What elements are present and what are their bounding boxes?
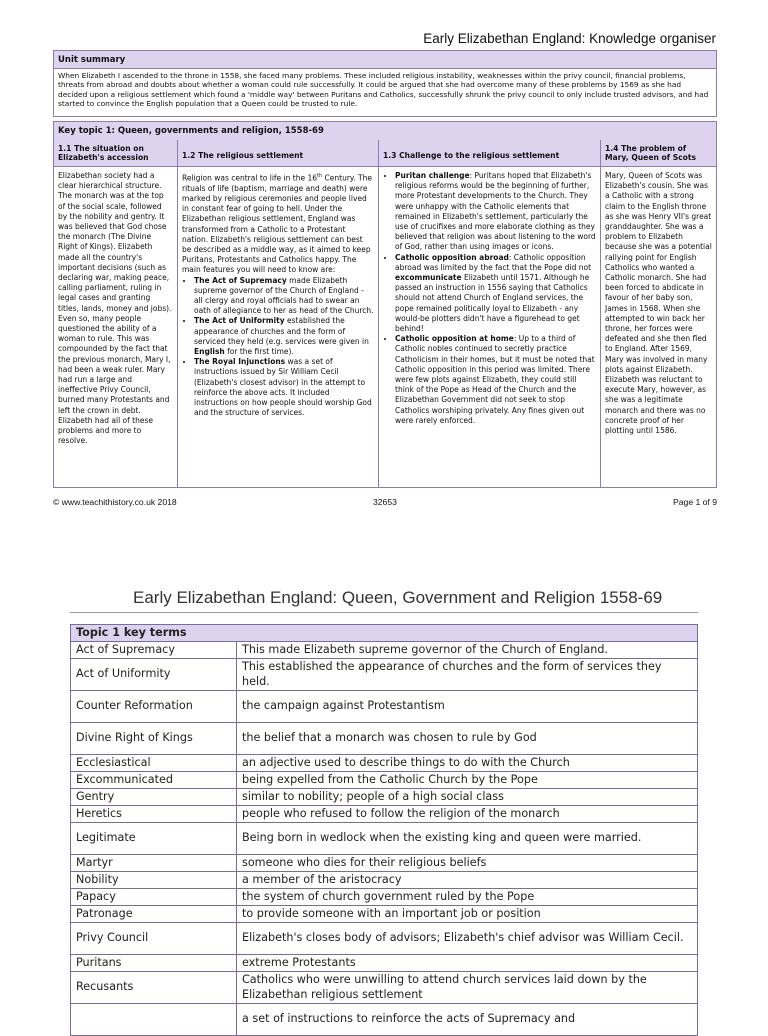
unit-summary-box <box>53 50 717 117</box>
term-cell: Heretics <box>71 806 237 823</box>
key-terms-table <box>70 624 698 1036</box>
column-settlement-heading: 1.2 The religious settlement <box>178 140 378 167</box>
bullet-title: Catholic opposition at home <box>395 334 514 344</box>
key-topic-columns <box>54 140 716 487</box>
table-row <box>71 806 698 823</box>
bullet-title: The Act of Supremacy <box>194 275 287 285</box>
table-row <box>71 872 698 889</box>
table-row <box>71 923 698 955</box>
column-mary-queen-of-scots <box>601 140 716 487</box>
column-accession <box>54 140 178 487</box>
definition-cell: to provide someone with an important job or position <box>237 906 698 923</box>
definition-cell: Being born in wedlock when the existing king and queen were married. <box>237 823 698 855</box>
column-accession-text: Elizabethan society had a clear hierarchical structure. The monarch was at the top of the social scale, followed by the nobility and gentry. It was believed that God chose the monarch (The Divine Right of Kings). Elizabeth made all the country's important decisions (such as declaring war, making peace, calling parliament, ruling in legal cases and granting titles, lands, money and jobs). Even so, many people questioned the ability of a woman to rule. This was compounded by the fact that the previous monarch, Mary I, had been a weak ruler. Mary had run a large and ineffective Privy Council, burned many Protestants and left the crown in debt. Elizabeth had all of these problems and more to resolve. <box>58 171 172 446</box>
definition-cell: Elizabeth's closes body of advisors; Elizabeth's chief advisor was William Cecil. <box>237 923 698 955</box>
page-two-title: Early Elizabethan England: Queen, Government and Religion 1558-69 <box>133 588 663 607</box>
key-topic-box <box>53 121 717 488</box>
bullet-title: The Act of Uniformity <box>194 316 285 326</box>
column-mary-heading: 1.4 The problem of Mary, Queen of Scots <box>601 140 716 167</box>
challenge-bullet <box>395 171 596 253</box>
column-challenge-heading: 1.3 Challenge to the religious settlement <box>379 140 600 167</box>
definition-cell: a member of the aristocracy <box>237 872 698 889</box>
term-cell: Counter Reformation <box>71 691 237 723</box>
bullet-text: : Catholic opposition abroad was limited by the fact that the Pope did not <box>395 252 592 272</box>
column-religious-settlement <box>178 140 379 487</box>
table-row <box>71 755 698 772</box>
key-terms-body <box>71 642 698 1036</box>
definition-cell: the campaign against Protestantism <box>237 691 698 723</box>
term-cell: Privy Council <box>71 923 237 955</box>
bullet-text: : Puritans hoped that Elizabeth's religious reforms would be the beginning of further, more Protestant developments to the Church. They were unhappy with the Catholic elements that remained in Elizabeth's settlement, particularly the use of crucifixes and more elaborate clothing as they believed that religion was about listening to the word of God, rather than using images or icons. <box>395 171 596 252</box>
page-two <box>0 560 768 1024</box>
document-title: Early Elizabethan England: Knowledge organiser <box>423 31 716 46</box>
table-row <box>71 691 698 723</box>
bullet-text: established the appearance of churches and the form of serviced they held (e.g. services were given in <box>194 316 369 346</box>
definition-cell: a set of instructions to reinforce the acts of Supremacy and <box>237 1004 698 1036</box>
settlement-bullet <box>194 276 374 317</box>
definition-cell: someone who dies for their religious beliefs <box>237 855 698 872</box>
page-footer <box>53 497 717 511</box>
key-terms-heading: Topic 1 key terms <box>71 625 698 642</box>
bullet-text: Elizabeth until 1571. Although he passed an instruction in 1556 saying that Catholics should not attend Church of England services, the pope remained politically loyal to Elizabeth - any would-be plotters didn't have a figurehead to get behind! <box>395 273 590 334</box>
bullet-text: made Elizabeth supreme governor of the Church of England - all clergy and royal officials had to swear an oath of allegiance to her as head of the Church. <box>194 275 374 316</box>
term-cell: Nobility <box>71 872 237 889</box>
definition-cell: the belief that a monarch was chosen to rule by God <box>237 723 698 755</box>
term-cell <box>71 1004 237 1036</box>
bullet-text: : Up to a third of Catholic nobles continued to secretly practice Catholicism in their homes, but it must be noted that Catholic opposition in this period was limited. There were few plots against Elizabeth, they could still think of the Pope as Head of the Church and the Elizabethan Government did not seek to stop Catholics worshiping privately. Any fines given out were rarely enforced. <box>395 334 595 425</box>
table-row <box>71 723 698 755</box>
definition-cell: being expelled from the Catholic Church by the Pope <box>237 772 698 789</box>
settlement-intro <box>182 171 374 276</box>
definition-cell: people who refused to follow the religion of the monarch <box>237 806 698 823</box>
table-row <box>71 855 698 872</box>
term-cell: Excommunicated <box>71 772 237 789</box>
title-divider <box>70 612 698 613</box>
term-cell: Divine Right of Kings <box>71 723 237 755</box>
bullet-title: Catholic opposition abroad <box>395 252 509 262</box>
table-row <box>71 906 698 923</box>
unit-summary-heading: Unit summary <box>54 51 716 69</box>
definition-cell: Catholics who were unwilling to attend church services laid down by the Elizabethan religious settlement <box>237 972 698 1004</box>
term-cell: Act of Uniformity <box>71 659 237 691</box>
term-cell: Ecclesiastical <box>71 755 237 772</box>
footer-page-number: Page 1 of 9 <box>673 497 717 507</box>
column-accession-heading: 1.1 The situation on Elizabeth's accession <box>54 140 177 167</box>
table-row <box>71 772 698 789</box>
bullet-text: was a set of instructions issued by Sir William Cecil (Elizabeth's closest advisor) in the attempt to reinforce the above acts. It included instructions on how people should worship God and the structure of services. <box>194 357 372 418</box>
definition-cell: This established the appearance of churches and the form of services they held. <box>237 659 698 691</box>
column-mary-text: Mary, Queen of Scots was Elizabeth's cousin. She was a Catholic with a strong claim to the English throne as she was Henry VII's great granddaughter. She was a problem to Elizabeth because she was a potential rallying point for English Catholics who wanted a Catholic monarch. She had been forced to abdicate in favour of her baby son, James in 1568. When she attempted to win back her throne, her forces were defeated and she then fled to England. After 1569, Mary was involved in many plots against Elizabeth. Elizabeth was reluctant to execute Mary, however, as she was a legitimate monarch and there was no concrete proof of her plotting until 1586. <box>605 171 712 436</box>
column-challenge <box>379 140 601 487</box>
settlement-bullet <box>194 316 374 357</box>
term-cell: Gentry <box>71 789 237 806</box>
table-row <box>71 642 698 659</box>
challenge-bullets <box>383 171 596 426</box>
table-row <box>71 823 698 855</box>
table-row <box>71 889 698 906</box>
bullet-emphasis: English <box>194 346 225 356</box>
term-cell: Papacy <box>71 889 237 906</box>
footer-code: 32653 <box>373 497 397 507</box>
column-settlement-text <box>178 167 378 422</box>
bullet-text: for the first time). <box>224 346 294 356</box>
footer-copyright: © www.teachithistory.co.uk 2018 <box>53 497 177 507</box>
bullet-title: Puritan challenge <box>395 171 470 180</box>
table-row <box>71 789 698 806</box>
settlement-intro-sup: th <box>317 173 323 179</box>
settlement-bullet <box>194 357 374 418</box>
term-cell: Legitimate <box>71 823 237 855</box>
column-challenge-text <box>379 167 600 430</box>
table-row <box>71 1004 698 1036</box>
term-cell: Patronage <box>71 906 237 923</box>
bullet-emphasis: excommunicate <box>395 273 462 283</box>
settlement-intro-part: Religion was central to life in the 16 <box>182 173 318 183</box>
term-cell: Martyr <box>71 855 237 872</box>
definition-cell: an adjective used to describe things to do with the Church <box>237 755 698 772</box>
term-cell: Act of Supremacy <box>71 642 237 659</box>
table-row <box>71 955 698 972</box>
settlement-bullets <box>182 276 374 419</box>
challenge-bullet <box>395 334 596 426</box>
settlement-intro-part: Century. The rituals of life (baptism, marriage and death) were marked by religious ceremonies and people lived in constant fear of going to hell. Under the Elizabethan religious settlement, England was transformed from a Catholic to a Protestant nation. Elizabeth's religious settlement can best be described as a middle way, as it aimed to keep Puritans, Protestants and Catholics happy. The main features you will need to know are: <box>182 173 373 275</box>
unit-summary-text: When Elizabeth I ascended to the throne in 1558, she faced many problems. These included religious instability, weaknesses within the privy council, financial problems, threats from abroad and doubts about whether a woman could rule successfully. It could be argued that she had overcome many of these problems by 1569 as she had decided upon a religious settlement which found a 'middle way' between Puritans and Catholics, successfully shrunk the privy council to only include trusted advisors, and had started to convince the English population that a Queen could be trusted to rule. <box>58 71 709 109</box>
table-row <box>71 659 698 691</box>
definition-cell: the system of church government ruled by the Pope <box>237 889 698 906</box>
table-row <box>71 972 698 1004</box>
key-topic-heading: Key topic 1: Queen, governments and religion, 1558-69 <box>54 122 716 141</box>
definition-cell: extreme Protestants <box>237 955 698 972</box>
term-cell: Puritans <box>71 955 237 972</box>
challenge-bullet <box>395 253 596 335</box>
term-cell: Recusants <box>71 972 237 1004</box>
bullet-title: The Royal Injunctions <box>194 357 286 367</box>
definition-cell: This made Elizabeth supreme governor of the Church of England. <box>237 642 698 659</box>
definition-cell: similar to nobility; people of a high social class <box>237 789 698 806</box>
